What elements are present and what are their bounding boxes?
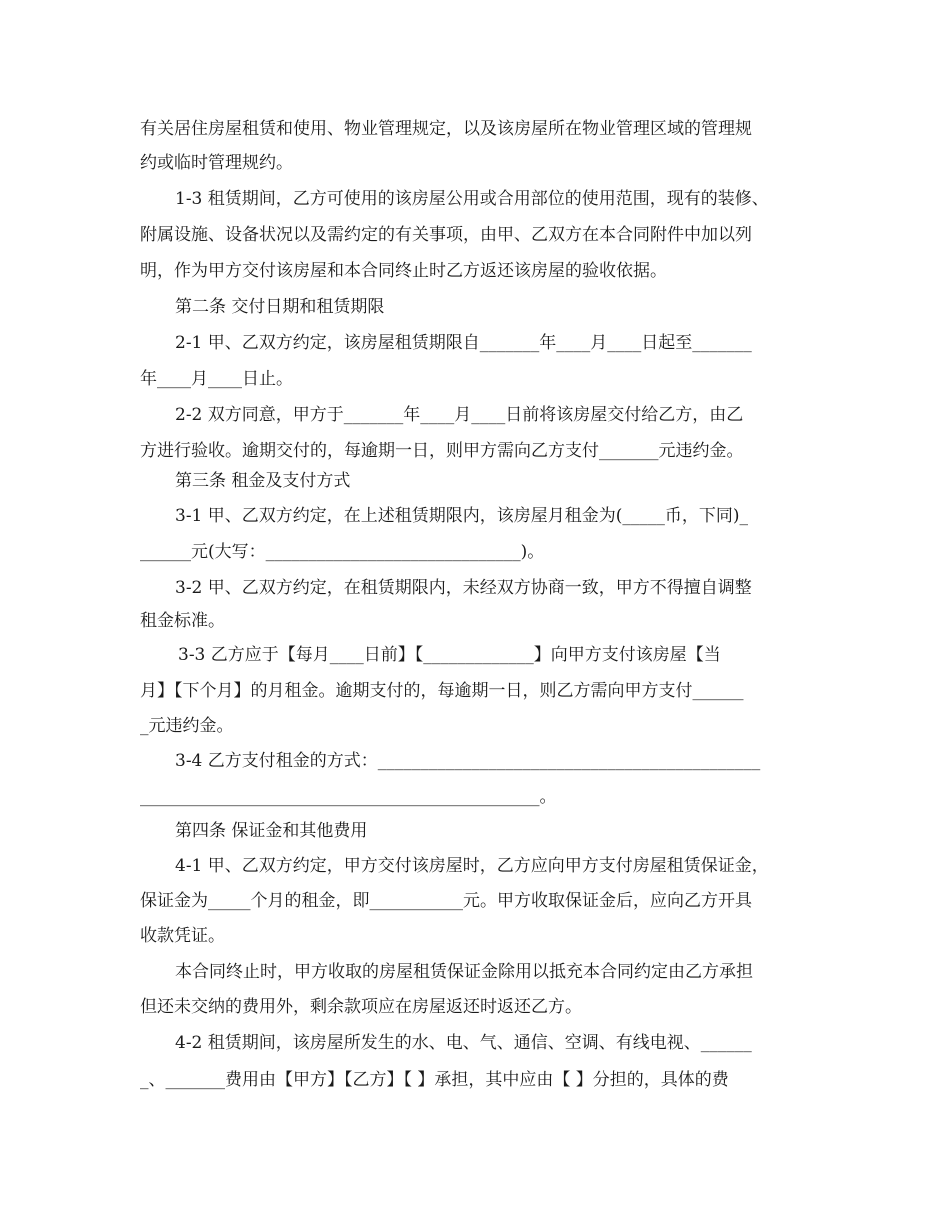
clause-4-2: 4-2 租赁期间，该房屋所发生的水、电、气、通信、空调、有线电视、______	[175, 1033, 752, 1053]
clause-2-2: 2-2 双方同意，甲方于_______年____月____日前将该房屋交付给乙方，由乙	[175, 405, 744, 425]
clause-1-3: 1-3 租赁期间，乙方可使用的该房屋公用或合用部位的使用范围，现有的装修、	[175, 189, 769, 209]
text-line: 附属设施、设备状况以及需约定的有关事项，由甲、乙双方在本合同附件中加以列	[140, 225, 752, 245]
clause-2-1: 2-1 甲、乙双方约定，该房屋租赁期限自_______年____月____日起至_______	[175, 333, 752, 353]
text-line: 月】【下个月】的月租金。逾期支付的，每逾期一日，则乙方需向甲方支付______	[140, 681, 744, 701]
clause-3-1: 3-1 甲、乙双方约定，在上述租赁期限内，该房屋月租金为(_____币，下同)_	[175, 506, 749, 526]
clause-4-1: 4-1 甲、乙双方约定，甲方交付该房屋时，乙方应向甲方支付房屋租赁保证金，	[175, 856, 769, 876]
section-heading-4: 第四条 保证金和其他费用	[175, 821, 368, 841]
clause-3-3: 3-3 乙方应于【每月____日前】【_____________】向甲方支付该房屋【当	[178, 645, 721, 665]
text-line: 方进行验收。逾期交付的，每逾期一日，则甲方需向乙方支付_______元违约金。	[140, 441, 744, 461]
text-line: _、_______费用由【甲方】【乙方】【 】承担，其中应由【 】分担的，具体的费	[140, 1070, 729, 1090]
text-line: 年____月____日止。	[140, 369, 293, 389]
section-heading-2: 第二条 交付日期和租赁期限	[175, 297, 385, 317]
text-line: 但还未交纳的费用外，剩余款项应在房屋返还时返还乙方。	[140, 997, 582, 1017]
text-line: _元违约金。	[140, 716, 234, 736]
text-line: ______元(大写：______________________________)。	[140, 542, 545, 562]
text-line: 保证金为_____个月的租金，即___________元。甲方收取保证金后，应向乙方开具	[140, 891, 752, 911]
section-heading-3: 第三条 租金及支付方式	[175, 471, 351, 491]
text-line: 约或临时管理规约。	[140, 153, 293, 173]
text-line: 有关居住房屋租赁和使用、物业管理规定，以及该房屋所在物业管理区域的管理规	[140, 119, 752, 139]
clause-3-4: 3-4 乙方支付租金的方式：_____________________________________________	[175, 751, 761, 771]
text-line: 收款凭证。	[140, 926, 225, 946]
paragraph-deposit-return: 本合同终止时，甲方收取的房屋租赁保证金除用以抵充本合同约定由乙方承担	[175, 962, 753, 982]
clause-3-2: 3-2 甲、乙双方约定，在租赁期限内，未经双方协商一致，甲方不得擅自调整	[175, 578, 752, 598]
text-line: 明，作为甲方交付该房屋和本合同终止时乙方返还该房屋的验收依据。	[140, 261, 667, 281]
text-line: _______________________________________________。	[140, 787, 557, 807]
text-line: 租金标准。	[140, 611, 225, 631]
